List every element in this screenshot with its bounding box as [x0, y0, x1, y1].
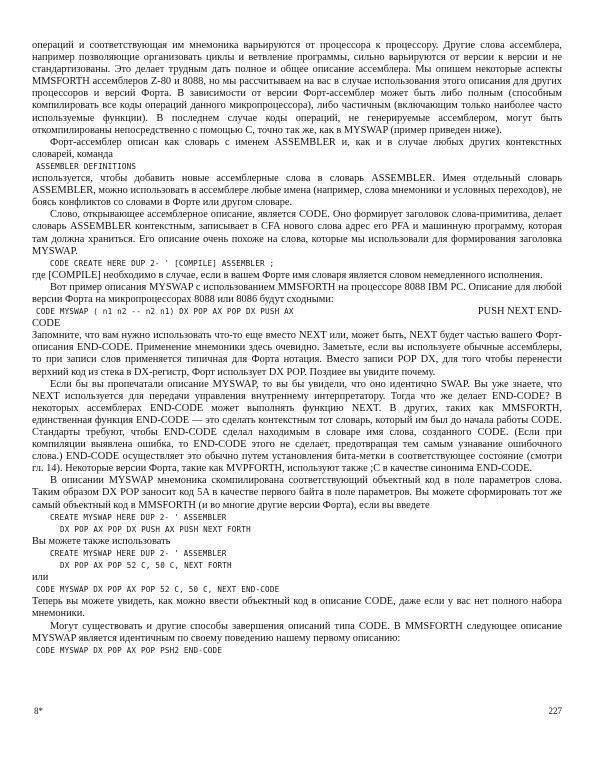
paragraph-6: Вот пример описания MYSWAP с использованием MMSFORTH на процессоре 8088 IBM PC. Описание для любой версии Форта на микропроцессорах 8088 или 8086 будут сходными: [32, 281, 562, 305]
code-code-definition: CODE CREATE HERE DUP 2- ' [COMPILE] ASSEMBLER ; [50, 258, 275, 268]
code-assembler-definitions: ASSEMBLER DEFINITIONS [36, 161, 137, 171]
code-create-myswap-2a: CREATE MYSWAP HERE DUP 2- ' ASSEMBLER [50, 548, 227, 558]
code-create-myswap-1a: CREATE MYSWAP HERE DUP 2- ' ASSEMBLER [50, 512, 227, 522]
page-body [32, 40, 562, 657]
paragraph-2: Форт-ассемблер описан как словарь с именем ASSEMBLER и, как и в случае любых других контекстных словарей, команда [32, 136, 562, 160]
signature-mark: 8* [34, 706, 43, 716]
paragraph-10: В описании MYSWAP мнемоника скомпилирована соответствующий объектный код в поле параметров слова. Таким образом DX POP заносит код 5A в качестве первого байта в поле параметров. Вы можете сформировать тот же самый объектный код в MMSFORTH (и во многие другие версии Форта), если вы введете [32, 475, 562, 511]
code-myswap-bytes: CODE MYSWAP DX POP AX POP 52 C, 50 C, NEXT END-CODE [36, 585, 280, 595]
paragraph-7: CODE [32, 318, 61, 330]
paragraph-8: Запомните, что вам нужно использовать что-то еще вместо NEXT или, может быть, NEXT будет частью вашего Форт-описания END-CODE. Применение мнемоники здесь очевидно. Заметьте, если вы используете обычные ассемблеры, то при записи слов применяется типичная для Форта нотация. Вместо записи POP DX, для того чтобы перенести верхний код из стека в DX-регистр, Форт использует DX POP. Поздиее вы увидите почему. [32, 330, 562, 378]
code-create-myswap-1b: DX POP AX POP DX PUSH AX PUSH NEXT FORTH [60, 524, 251, 534]
paragraph-11: Вы можете также использовать [32, 535, 171, 547]
code-myswap-first: CODE MYSWAP ( n1 n2 -- n2 n1) DX POP AX POP DX PUSH AX [36, 307, 294, 317]
paragraph-5: где [COMPILE] необходимо в случае, если в вашем Форте имя словаря является словом немедленного исполнения. [32, 269, 543, 281]
code-myswap-psh2: CODE MYSWAP DX POP AX POP PSH2 END-CODE [36, 645, 223, 655]
paragraph-14: Могут существовать и другие способы завершения описаний типа CODE. В MMSFORTH следующее описание MYSWAP является идентичным по своему поведению нашему первому описанию: [32, 620, 562, 644]
paragraph-3: используется, чтобы добавить новые ассемблерные слова в словарь ASSEMBLER. Имея отдельный словарь ASSEMBLER, можно использовать в ассемблере любые имена (например, слова мнемоники и условных переходов), не боясь конфликтов со словами в Форте или другом словаре. [32, 173, 562, 209]
paragraph-12: или [32, 572, 49, 584]
code-create-myswap-2b: DX POP AX POP 52 C, 50 C, NEXT FORTH [60, 561, 232, 571]
paragraph-1: операций и соответствующая им мнемоника варьируются от процессора к процессору. Другие слова ассемблера, например позволяющие организовать циклы и ветвление программы, сильно варьируются от версии к версии и не стандартизованы. Это делает трудным дать полное и общее описание ассемблера. Мы опишем некоторые аспекты MMSFORTH ассемблеров Z-80 и 8088, но мы рассчитываем на вас в случае использования этого описания для других процессоров и версий Форта. В зависимости от версии Форт-ассемблер может быть либо полным (способным компилировать все коды операций данного микропроцессора), либо частичным (включающим только наиболее часто используемые функции). В последнем случае коды операций, не генерируемые ассемблером, могут быть откомпилированы непосредственно с помощью C, точно так же, как в MYSWAP (пример приведен ниже). [32, 40, 562, 136]
paragraph-9: Если бы вы пропечатали описание MYSWAP, то вы бы увидели, что оно идентично SWAP. Вы уже знаете, что NEXT используется для передачи управления внутреннему интерпретатору. Тогда что же делает END-CODE? В некоторых ассемблерах END-CODE может выполнять функцию NEXT. В других, таких как MMSFORTH, единственная функция END-CODE — это сделать контекстным тот словарь, который им был до начала работы CODE. Стандарты требуют, чтобы END-CODE сделал находимым в словаре имя слова, созданного CODE. (Если при компиляции выявлена ошибка, то END-CODE этого не сделает, предотвращая тем самым узнавание ошибочного слова.) END-CODE осуществляет это обычно путем установления бита-метки в соответствующее состояние (смотри гл. 14). Некоторые версии Форта, такие как MVPFORTH, используют также ;C в качестве синонима END-CODE. [32, 378, 562, 475]
code-myswap-line [32, 306, 562, 318]
paragraph-4: Слово, открывающее ассемблерное описание, является CODE. Оно формирует заголовок слова-примитива, делает словарь ASSEMBLER контекстным, записывает в CFA нового слова адрес его PFA и машинную программу, которая там должна храниться. Его описание очень похоже на слова, которые мы использовали для формирования заголовка MYSWAP. [32, 209, 562, 257]
paragraph-13: Теперь вы можете увидеть, как можно ввести объектный код в описание CODE, даже если у вас нет полного набора мнемоники. [32, 596, 562, 620]
page-footer [34, 706, 562, 716]
page-number: 227 [548, 706, 562, 716]
code-myswap-tail: PUSH NEXT END- [477, 306, 562, 318]
